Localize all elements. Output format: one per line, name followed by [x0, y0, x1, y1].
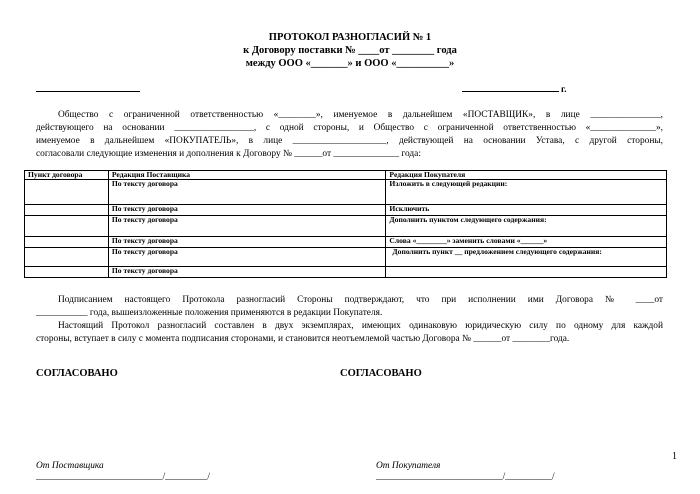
intro-line-3: именуемое в дальнейшем «ПОКУПАТЕЛЬ», в лице ____________________, действующей на основании Устава, с другой стороны,: [36, 136, 663, 146]
left-agreed-label: СОГЛАСОВАНО: [36, 368, 118, 379]
clause-cell: [25, 248, 109, 267]
from-supplier-label: От Поставщика: [36, 461, 104, 471]
date-blank: [462, 91, 559, 92]
intro-line-1: Общество с ограниченной ответственностью «________», именуемое в дальнейшем «ПОСТАВЩИК», в лице _______________,: [58, 110, 663, 120]
clause-cell: [25, 205, 109, 216]
clause-cell: [25, 180, 109, 205]
parties-line: между ООО «_______» и ООО «__________»: [245, 58, 455, 69]
intro-line-4: согласовали следующие изменения и дополнения к Договору № ______от ______________ года:: [36, 149, 421, 159]
supplier-cell: По тексту договора: [108, 237, 386, 248]
header-supplier: Редакция Поставщика: [108, 171, 386, 180]
supplier-cell: По тексту договора: [108, 267, 386, 278]
table-row: [25, 205, 667, 216]
supplier-cell: По тексту договора: [108, 216, 386, 237]
intro-line-2: действующего на основании _________________, с одной стороны, и Общество с ограниченной ответственностью «______________»,: [36, 123, 663, 133]
header-buyer: Редакция Покупателя: [386, 171, 667, 180]
contract-reference: к Договору поставки № ____от ________ года: [243, 45, 457, 56]
supplier-cell: По тексту договора: [108, 180, 386, 205]
closing-line-2: ___________ года, вышеизложенные положения применяются в редакции Покупателя.: [36, 308, 383, 318]
table-row: [25, 267, 667, 278]
buyer-cell: Дополнить пунктом следующего содержания:: [386, 216, 667, 237]
clause-cell: [25, 216, 109, 237]
buyer-cell: Изложить в следующей редакции:: [386, 180, 667, 205]
differences-table: [24, 170, 667, 278]
table-row: [25, 180, 667, 205]
buyer-cell: [386, 267, 667, 278]
date-suffix: г.: [561, 85, 567, 95]
table-row: [25, 216, 667, 237]
from-buyer-label: От Покупателя: [376, 461, 441, 471]
buyer-cell: Дополнить пункт __ предложением следующего содержания:: [386, 248, 667, 267]
clause-cell: [25, 237, 109, 248]
supplier-signature-line: ___________________________/_________/: [36, 472, 210, 482]
buyer-signature-line: ___________________________/__________/: [376, 472, 555, 482]
table-row: [25, 248, 667, 267]
protocol-title: ПРОТОКОЛ РАЗНОГЛАСИЙ № 1: [268, 32, 432, 43]
page-number: 1: [672, 451, 677, 462]
supplier-cell: По тексту договора: [108, 248, 386, 267]
right-agreed-label: СОГЛАСОВАНО: [340, 368, 422, 379]
closing-line-4: стороны, вступает в силу с момента подписания сторонами, и становится неотъемлемой частью Договора № ______от ________года.: [36, 334, 570, 344]
buyer-cell: Слова «________» заменить словами «______»: [386, 237, 667, 248]
closing-line-3: Настоящий Протокол разногласий составлен в двух экземплярах, имеющих одинаковую юридическую силу по одному для каждой: [58, 321, 663, 331]
buyer-cell: Исключить: [386, 205, 667, 216]
table-row: [25, 237, 667, 248]
closing-line-1: Подписанием настоящего Протокола разногласий Стороны подтверждают, что при исполнении ими Договора № ____от: [58, 295, 663, 305]
clause-cell: [25, 267, 109, 278]
supplier-cell: По тексту договора: [108, 205, 386, 216]
place-blank: [36, 91, 140, 92]
header-clause: Пункт договора: [25, 171, 109, 180]
